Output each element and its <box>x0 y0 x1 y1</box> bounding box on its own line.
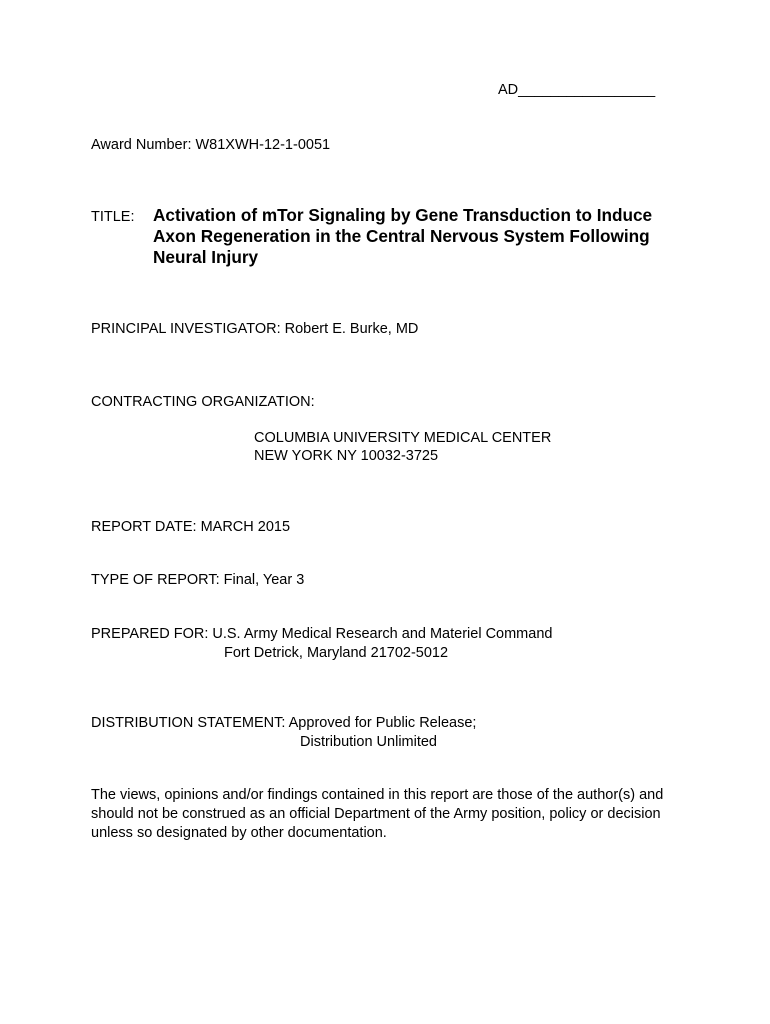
distribution-statement: DISTRIBUTION STATEMENT: Approved for Public Release; <box>91 715 477 731</box>
organization-name: COLUMBIA UNIVERSITY MEDICAL CENTER <box>254 430 552 446</box>
notice-line: unless so designated by other documentation. <box>91 825 387 841</box>
organization-address: NEW YORK NY 10032-3725 <box>254 448 439 464</box>
distribution-detail: Distribution Unlimited <box>300 734 437 750</box>
principal-investigator: PRINCIPAL INVESTIGATOR: Robert E. Burke, MD <box>91 321 419 337</box>
prepared-for-address: Fort Detrick, Maryland 21702-5012 <box>224 645 449 661</box>
notice-line: should not be construed as an official Department of the Army position, policy or decision <box>91 806 661 822</box>
report-date: REPORT DATE: MARCH 2015 <box>91 519 291 535</box>
title-label: TITLE: <box>91 209 135 225</box>
title-line: Activation of mTor Signaling by Gene Transduction to Induce <box>153 205 653 225</box>
title-line: Neural Injury <box>153 247 259 267</box>
title-line: Axon Regeneration in the Central Nervous System Following <box>153 226 650 246</box>
ad-number: AD_________________ <box>498 82 656 98</box>
report-title <box>153 205 693 268</box>
contracting-organization-label: CONTRACTING ORGANIZATION: <box>91 394 315 410</box>
prepared-for: PREPARED FOR: U.S. Army Medical Research and Materiel Command <box>91 626 553 642</box>
type-of-report: TYPE OF REPORT: Final, Year 3 <box>91 572 305 588</box>
disclaimer-notice <box>91 786 701 843</box>
award-number: Award Number: W81XWH-12-1-0051 <box>91 137 331 153</box>
notice-line: The views, opinions and/or findings contained in this report are those of the author(s) and <box>91 787 664 803</box>
